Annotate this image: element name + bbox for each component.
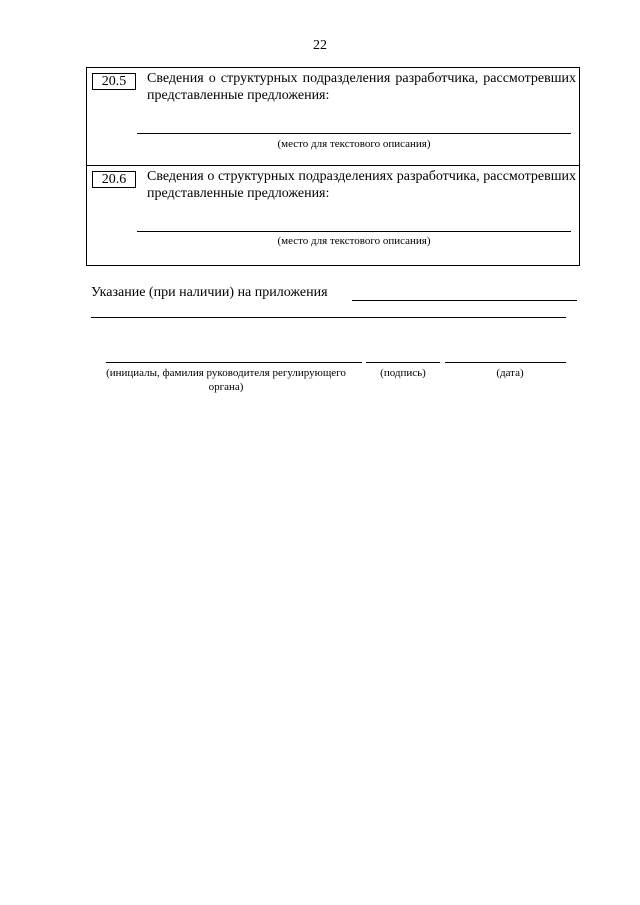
attachments-entry-line[interactable] [352, 300, 577, 301]
attachments-label: Указание (при наличии) на приложения [91, 285, 328, 300]
section-code: 20.5 [92, 73, 136, 90]
date-label: (дата) [496, 367, 524, 379]
section-title: Сведения о структурных подразделения разработчика, рассмотревших представленные предложения: [147, 71, 576, 103]
section-20-5 [86, 67, 580, 166]
section-code: 20.6 [92, 171, 136, 188]
signature-label: (подпись) [380, 367, 426, 379]
attachments-entry-line-continued[interactable] [91, 317, 566, 318]
text-entry-line[interactable] [137, 231, 571, 232]
signature-entry-line[interactable] [366, 362, 440, 363]
text-entry-line[interactable] [137, 133, 571, 134]
section-title: Сведения о структурных подразделениях разработчика, рассмотревших представленные предложения: [147, 169, 576, 201]
name-label: (инициалы, фамилия руководителя регулирующего органа) [106, 367, 346, 393]
page-number: 22 [313, 38, 327, 53]
field-hint: (место для текстового описания) [277, 138, 431, 150]
date-entry-line[interactable] [445, 362, 566, 363]
name-entry-line[interactable] [106, 362, 362, 363]
section-20-6 [86, 165, 580, 266]
field-hint: (место для текстового описания) [277, 235, 431, 247]
